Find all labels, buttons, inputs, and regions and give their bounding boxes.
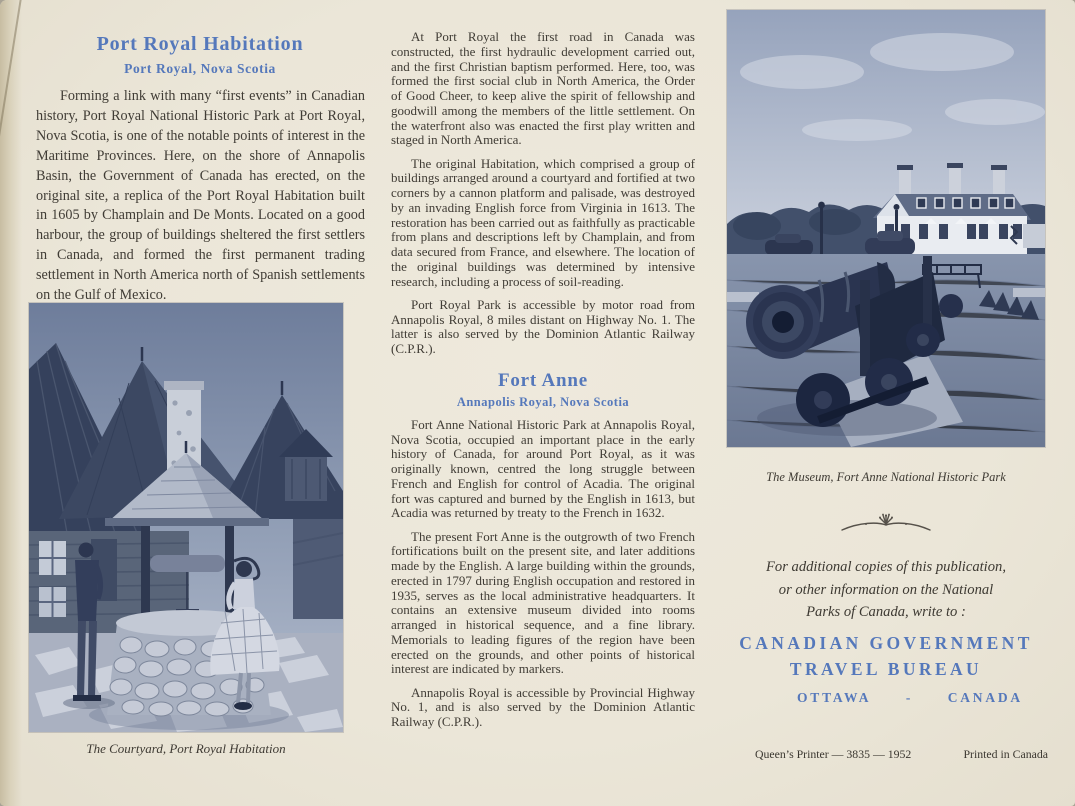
location-ottawa: OTTAWA (797, 690, 872, 705)
museum-photo (727, 10, 1045, 447)
fort-anne-heading: Fort Anne (497, 369, 589, 391)
bureau-line-2: TRAVEL BUREAU (789, 658, 983, 679)
port-royal-heading: Port Royal Habitation (96, 33, 304, 55)
museum-photo-illustration (727, 10, 1045, 447)
port-royal-paragraph: At Port Royal the first road in Canada was constructed, the first hydraulic development carried out, and the first Christian baptism performed. Here, too, was formed the first social club in North America, the Order of Good Cheer, to keep alive the spirit of fellowship and goodwill among the members of the little settlement. On the waterfront also was enacted the first play written and staged in North America. (391, 29, 695, 148)
fort-anne-paragraph: Annapolis Royal is accessible by Provincial Highway No. 1, and is also served by the Dominion Atlantic Railway (C.P.R.). (391, 684, 695, 729)
printer-credit: Queen’s Printer — 3835 — 1952 (755, 747, 912, 761)
page-left-edge (0, 0, 22, 806)
notice-line: For additional copies of this publication, (766, 559, 1006, 575)
notice-line: Parks of Canada, write to : (806, 604, 966, 620)
notice-line: or other information on the National (778, 581, 994, 598)
bureau-line-1: CANADIAN GOVERNMENT (739, 633, 1033, 653)
fort-anne-subheading: Annapolis Royal, Nova Scotia (456, 394, 630, 409)
fleuron-icon (836, 511, 936, 537)
museum-photo-caption: The Museum, Fort Anne National Historic Park (766, 470, 1006, 484)
courtyard-photo-illustration (29, 303, 343, 732)
courtyard-photo-caption: The Courtyard, Port Royal Habitation (86, 741, 286, 756)
port-royal-intro-paragraph: Forming a link with many “first events” in Canadian history, Port Royal National Historic Park at Port Royal, Nova Scotia, is one of the notable points of interest in the Maritime Provinces. Here, on the shore of Annapolis Basin, the Government of Canada has erected, on the original site, a replica of the Port Royal Habitation built in 1605 by Champlain and De Monts. Located on a good harbour, the group of buildings sheltered the first settlers in Canada, and formed the first permanent trading settlement in North America north of Spanish settlements on the Gulf of Mexico. (36, 88, 365, 304)
port-royal-subheading: Port Royal, Nova Scotia (124, 61, 276, 76)
fort-anne-paragraph: Fort Anne National Historic Park at Annapolis Royal, Nova Scotia, occupied an important place in the early history of Canada, for around Port Royal, as it was originally known, centred the long struggle between French and English for control of Acadia. The original fort was captured and burned by the English in 1613, but Acadia was returned by treaty to the French in 1632. (391, 416, 695, 521)
fort-anne-paragraph: The present Fort Anne is the outgrowth of two French fortifications built on the present site, and later additions made by the English. A large building within the grounds, erected in 1797 during English occupation and restored in 1935, serves as the local administrative headquarters. It contains an extensive museum divided into rooms arranged in historical sequence, and a fine library. Memorials to leading figures of the region have been erected on the grounds, and other points of historical interest are indicated by markers. (391, 528, 695, 677)
port-royal-paragraph: Port Royal Park is accessible by motor road from Annapolis Royal, 8 miles distant on Highway No. 1. The latter is also served by the Dominion Atlantic Railway (C.P.R.). (391, 296, 695, 356)
port-royal-paragraph: The original Habitation, which comprised a group of buildings arranged around a courtyard and fortified at two corners by a cannon platform and palisade, was destroyed by an invading English force from Virginia in 1613. The restoration has been carried out as faithfully as practicable from plans and descriptions left by Champlain, and from data secured from France, and elsewhere. The location of the original buildings was determined by intensive research, including a process of soil-reading. (391, 155, 695, 289)
courtyard-photo (29, 303, 343, 732)
printed-in-canada: Printed in Canada (963, 747, 1048, 761)
additional-copies-notice (742, 556, 1030, 624)
page-corner-crease (0, 0, 23, 141)
location-separator: - (905, 690, 914, 705)
location-canada: CANADA (947, 690, 1023, 705)
fleuron-ornament-icon (836, 511, 936, 537)
bureau-location (797, 690, 1023, 706)
middle-column (391, 30, 695, 738)
travel-bureau-name (727, 631, 1045, 682)
